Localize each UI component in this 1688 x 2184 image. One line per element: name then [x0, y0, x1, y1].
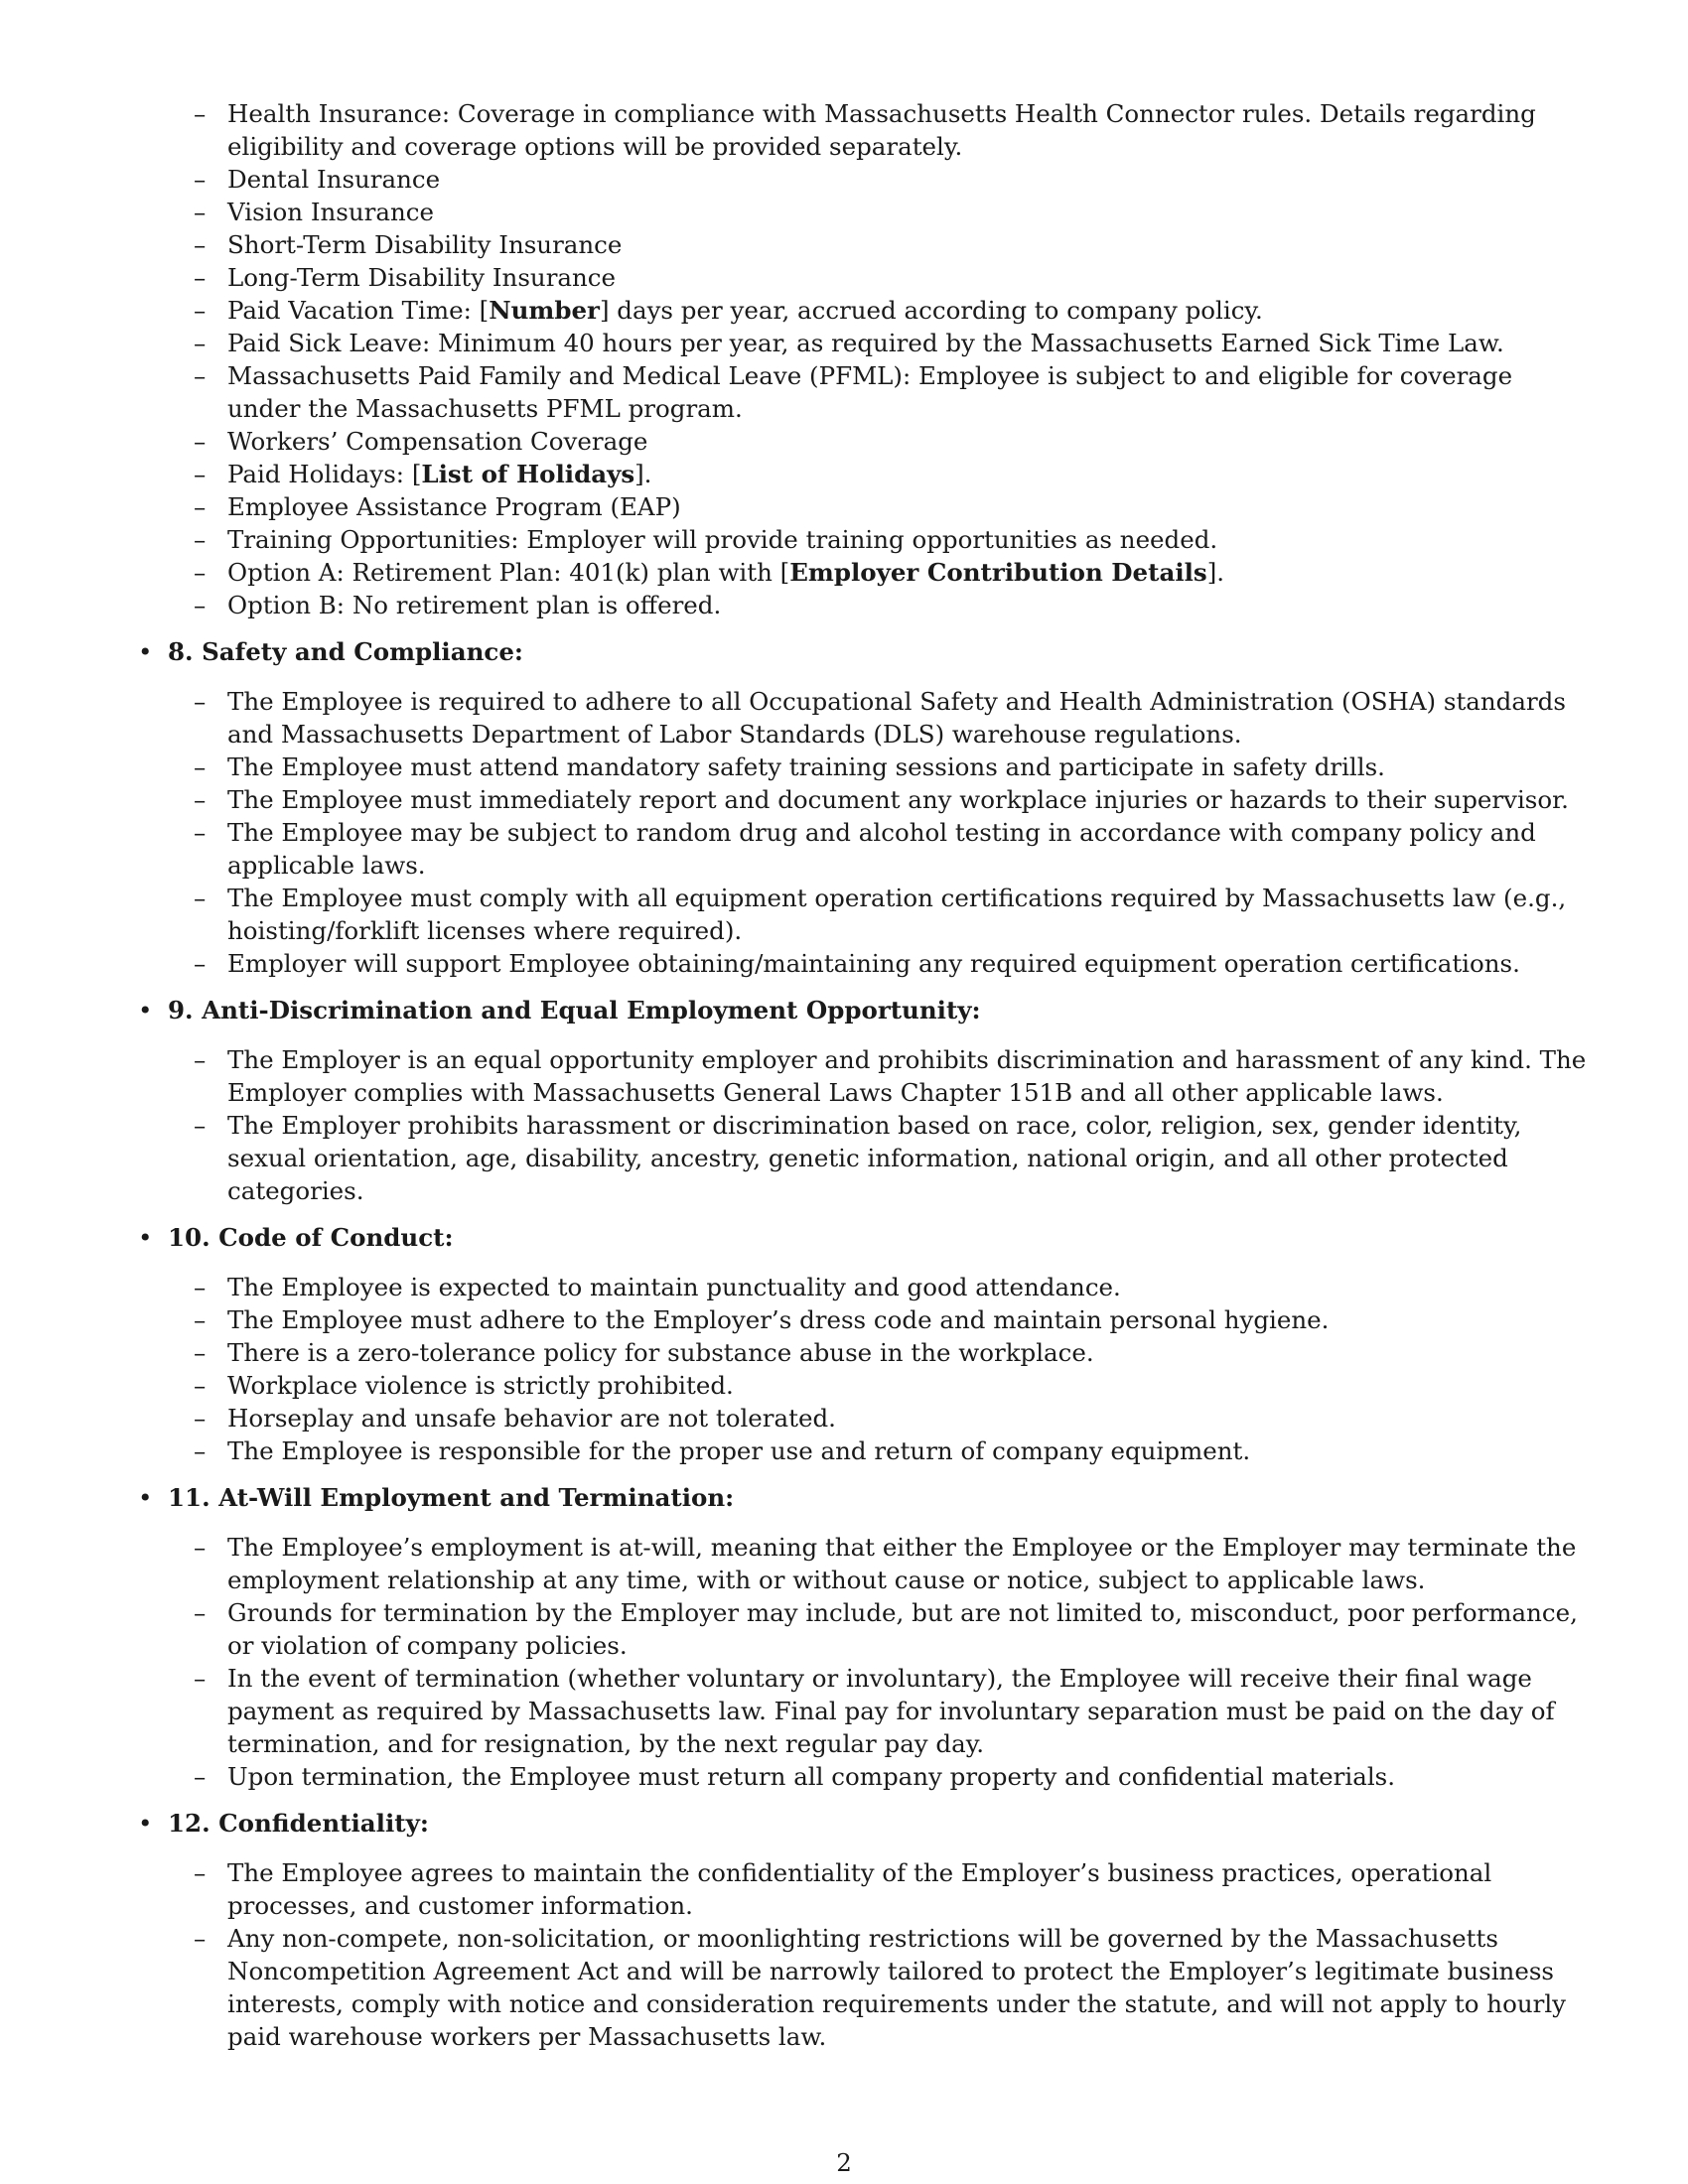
- section-heading: 11. At-Will Employment and Termination:: [168, 1483, 735, 1512]
- dash-marker: –: [194, 99, 207, 128]
- dash-marker: –: [194, 329, 207, 357]
- dash-marker: –: [194, 525, 207, 554]
- bullet-icon: •: [138, 1809, 153, 1838]
- dash-marker: –: [194, 460, 207, 488]
- list-item: – The Employee is required to adhere to all Occupational Safety and Health Administration (OSHA) standards and Massachusetts Department of Labor Standards (DLS) warehouse regulations.: [194, 687, 1566, 749]
- section-items: [168, 1043, 1590, 1207]
- dash-marker: –: [194, 687, 207, 716]
- list-item: – Workplace violence is strictly prohibited.: [194, 1371, 734, 1400]
- list-item: – In the event of termination (whether voluntary or involuntary), the Employee will receive their final wage payment as required by Massachusetts law. Final pay for involuntary separation must be paid on the day of termination, and for resignation, by the next regular pay day.: [194, 1664, 1555, 1758]
- benefit-item-retirement-b: – Option B: No retirement plan is offered.: [194, 591, 722, 619]
- page-number: 2: [836, 2148, 852, 2177]
- list-item: – Grounds for termination by the Employer may include, but are not limited to, misconduct, poor performance, or violation of company policies.: [194, 1598, 1578, 1660]
- benefit-item: – Massachusetts Paid Family and Medical Leave (PFML): Employee is subject to and eligible for coverage under the Massachusetts PFML program.: [194, 361, 1513, 423]
- benefit-item: – Health Insurance: Coverage in compliance with Massachusetts Health Connector rules. Details regarding eligibility and coverage options will be provided separately.: [194, 99, 1536, 161]
- benefit-item-retirement-a: – Option A: Retirement Plan: 401(k) plan with [Employer Contribution Details].: [194, 558, 1225, 587]
- section-heading: 9. Anti-Discrimination and Equal Employment Opportunity:: [168, 996, 981, 1024]
- section-heading: 8. Safety and Compliance:: [168, 637, 523, 666]
- dash-marker: –: [194, 1305, 207, 1334]
- dash-marker: –: [194, 1371, 207, 1400]
- placeholder-holidays: List of Holidays: [421, 460, 635, 488]
- bullet-icon: •: [138, 637, 153, 666]
- dash-marker: –: [194, 1762, 207, 1791]
- benefit-item: – Employee Assistance Program (EAP): [194, 492, 681, 521]
- bullet-icon: •: [138, 996, 153, 1024]
- list-item: – Upon termination, the Employee must return all company property and confidential materials.: [194, 1762, 1396, 1791]
- dash-marker: –: [194, 1436, 207, 1465]
- section-code-of-conduct: [132, 1221, 1590, 1467]
- dash-marker: –: [194, 1404, 207, 1433]
- list-item: – The Employee must adhere to the Employer’s dress code and maintain personal hygiene.: [194, 1305, 1330, 1334]
- dash-marker: –: [194, 263, 207, 292]
- placeholder-number: Number: [489, 296, 600, 325]
- list-item: – The Employee’s employment is at-will, meaning that either the Employee or the Employer may terminate the employment relationship at any time, with or without cause or notice, subject to applicable laws.: [194, 1533, 1577, 1594]
- list-item: – Horseplay and unsafe behavior are not tolerated.: [194, 1404, 836, 1433]
- benefit-item: – Training Opportunities: Employer will provide training opportunities as needed.: [194, 525, 1218, 554]
- section-heading: 10. Code of Conduct:: [168, 1223, 454, 1252]
- dash-marker: –: [194, 296, 207, 325]
- list-item: – The Employee must immediately report and document any workplace injuries or hazards to their supervisor.: [194, 785, 1569, 814]
- section-items: [168, 1856, 1590, 2053]
- dash-marker: –: [194, 591, 207, 619]
- placeholder-contribution: Employer Contribution Details: [789, 558, 1207, 587]
- dash-marker: –: [194, 1664, 207, 1693]
- list-item: – The Employee must attend mandatory safety training sessions and participate in safety drills.: [194, 752, 1385, 781]
- list-item: – There is a zero-tolerance policy for substance abuse in the workplace.: [194, 1338, 1094, 1367]
- dash-marker: –: [194, 1924, 207, 1953]
- benefit-item: – Workers’ Compensation Coverage: [194, 427, 648, 456]
- dash-marker: –: [194, 1045, 207, 1074]
- benefit-item: – Short-Term Disability Insurance: [194, 230, 623, 259]
- dash-marker: –: [194, 1111, 207, 1140]
- bullet-icon: •: [138, 1483, 153, 1512]
- benefit-item-holidays: – Paid Holidays: [List of Holidays].: [194, 460, 652, 488]
- section-items: [168, 1271, 1590, 1467]
- list-item: – The Employer is an equal opportunity employer and prohibits discrimination and harassment of any kind. The Employer complies with Massachusetts General Laws Chapter 151B and all other applicable laws.: [194, 1045, 1587, 1107]
- dash-marker: –: [194, 1338, 207, 1367]
- dash-marker: –: [194, 884, 207, 912]
- dash-marker: –: [194, 818, 207, 847]
- dash-marker: –: [194, 1533, 207, 1562]
- dash-marker: –: [194, 1858, 207, 1887]
- dash-marker: –: [194, 361, 207, 390]
- dash-marker: –: [194, 165, 207, 194]
- dash-marker: –: [194, 1273, 207, 1301]
- benefit-item: – Paid Sick Leave: Minimum 40 hours per year, as required by the Massachusetts Earned Sick Time Law.: [194, 329, 1504, 357]
- benefit-item-vacation: – Paid Vacation Time: [Number] days per year, accrued according to company policy.: [194, 296, 1263, 325]
- list-item: – The Employee may be subject to random drug and alcohol testing in accordance with company policy and applicable laws.: [194, 818, 1536, 880]
- document-body: [132, 97, 1590, 2053]
- benefit-item: – Dental Insurance: [194, 165, 441, 194]
- section-at-will-termination: [132, 1481, 1590, 1793]
- section-anti-discrimination: [132, 994, 1590, 1207]
- section-confidentiality: [132, 1807, 1590, 2053]
- benefit-item: – Long-Term Disability Insurance: [194, 263, 617, 292]
- list-item: – Any non-compete, non-solicitation, or moonlighting restrictions will be governed by the Massachusetts Noncompetition Agreement Act and will be narrowly tailored to protect the Employer’s legitimate business interests, comply with notice and consideration requirements under the statute, and will not apply to hourly paid warehouse workers per Massachusetts law.: [194, 1924, 1567, 2051]
- benefit-item: – Vision Insurance: [194, 198, 434, 226]
- dash-marker: –: [194, 198, 207, 226]
- list-item: – Employer will support Employee obtaining/maintaining any required equipment operation certifications.: [194, 949, 1520, 978]
- section-items: [168, 685, 1590, 980]
- dash-marker: –: [194, 492, 207, 521]
- section-items: [168, 1531, 1590, 1793]
- benefits-list: [132, 97, 1590, 621]
- bullet-icon: •: [138, 1223, 153, 1252]
- dash-marker: –: [194, 949, 207, 978]
- dash-marker: –: [194, 230, 207, 259]
- list-item: – The Employee must comply with all equipment operation certifications required by Massachusetts law (e.g., hoisting/forklift licenses where required).: [194, 884, 1567, 945]
- dash-marker: –: [194, 752, 207, 781]
- list-item: – The Employee is expected to maintain punctuality and good attendance.: [194, 1273, 1121, 1301]
- dash-marker: –: [194, 1598, 207, 1627]
- section-safety-compliance: [132, 635, 1590, 980]
- list-item: – The Employee agrees to maintain the confidentiality of the Employer’s business practices, operational processes, and customer information.: [194, 1858, 1492, 1920]
- dash-marker: –: [194, 427, 207, 456]
- dash-marker: –: [194, 558, 207, 587]
- list-item: – The Employer prohibits harassment or discrimination based on race, color, religion, sex, gender identity, sexual orientation, age, disability, ancestry, genetic information, national origin, and all other protected categories.: [194, 1111, 1522, 1205]
- dash-marker: –: [194, 785, 207, 814]
- section-heading: 12. Confidentiality:: [168, 1809, 429, 1838]
- list-item: – The Employee is responsible for the proper use and return of company equipment.: [194, 1436, 1251, 1465]
